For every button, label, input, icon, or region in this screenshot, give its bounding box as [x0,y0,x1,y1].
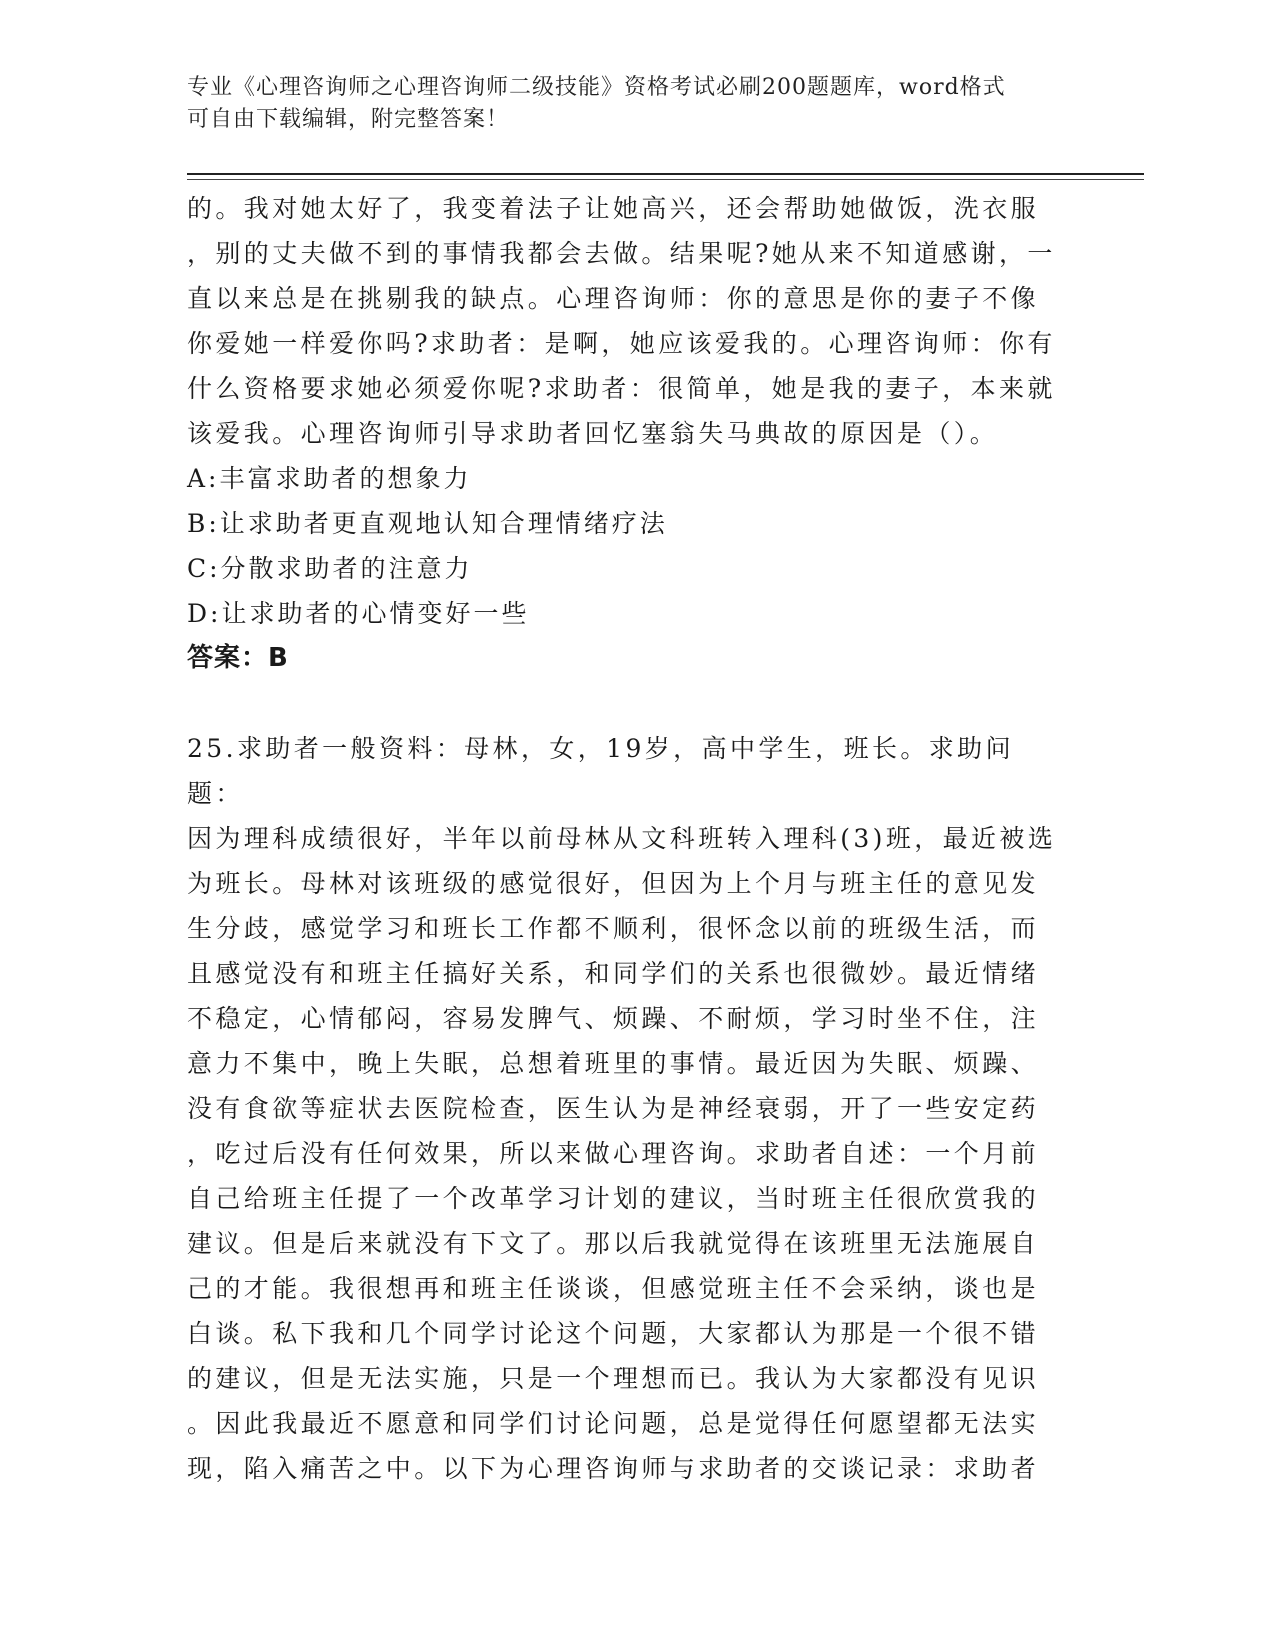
document-body [187,186,1067,1491]
question-25-line: 现，陷入痛苦之中。以下为心理咨询师与求助者的交谈记录：求助者 [187,1454,1040,1483]
question-25-line: 的建议，但是无法实施，只是一个理想而已。我认为大家都没有见识 [187,1364,1040,1393]
question-25-line: 意力不集中，晚上失眠，总想着班里的事情。最近因为失眠、烦躁、 [187,1049,1040,1078]
header-divider-thin [187,179,1144,180]
option-a: A:丰富求助者的想象力 [187,464,472,493]
question-25-line: 为班长。母林对该班级的感觉很好，但因为上个月与班主任的意见发 [187,869,1040,898]
option-c: C:分散求助者的注意力 [187,554,473,583]
question-24-line: ，别的丈夫做不到的事情我都会去做。结果呢?她从来不知道感谢，一 [187,239,1056,268]
question-25-line: 且感觉没有和班主任搞好关系，和同学们的关系也很微妙。最近情绪 [187,959,1040,988]
section-spacer [187,681,1067,726]
question-25-line: 生分歧，感觉学习和班长工作都不顺利，很怀念以前的班级生活，而 [187,914,1040,943]
option-b: B:让求助者更直观地认知合理情绪疗法 [187,509,668,538]
header-title-line-1: 专业《心理咨询师之心理咨询师二级技能》资格考试必刷200题题库，word格式 [187,75,1006,100]
question-25-line: 。因此我最近不愿意和同学们讨论问题，总是觉得任何愿望都无法实 [187,1409,1040,1438]
header-title-line-2: 可自由下载编辑，附完整答案！ [187,107,510,132]
question-25-line: 25.求助者一般资料：母林，女，19岁，高中学生，班长。求助问题： [187,734,1014,808]
question-24-answer: 答案：B [187,643,289,673]
page-header [187,72,1067,136]
question-25-line: ，吃过后没有任何效果，所以来做心理咨询。求助者自述：一个月前 [187,1139,1040,1168]
question-24-line: 你爱她一样爱你吗?求助者：是啊，她应该爱我的。心理咨询师：你有 [187,329,1056,358]
question-25-line: 自己给班主任提了一个改革学习计划的建议，当时班主任很欣赏我的 [187,1184,1040,1213]
question-25-line: 白谈。私下我和几个同学讨论这个问题，大家都认为那是一个很不错 [187,1319,1040,1348]
question-25-line: 因为理科成绩很好，半年以前母林从文科班转入理科(3)班，最近被选 [187,824,1057,853]
question-24-options [187,456,1067,636]
question-24-line: 什么资格要求她必须爱你呢?求助者：很简单，她是我的妻子，本来就 [187,374,1056,403]
question-25-line: 不稳定，心情郁闷，容易发脾气、烦躁、不耐烦，学习时坐不住，注 [187,1004,1040,1033]
question-25-line: 没有食欲等症状去医院检查，医生认为是神经衰弱，开了一些安定药 [187,1094,1040,1123]
header-divider-thick [187,173,1144,175]
option-d: D:让求助者的心情变好一些 [187,599,530,628]
question-25-line: 建议。但是后来就没有下文了。那以后我就觉得在该班里无法施展自 [187,1229,1040,1258]
question-24-stem [187,186,1067,456]
question-25-line: 己的才能。我很想再和班主任谈谈，但感觉班主任不会采纳，谈也是 [187,1274,1040,1303]
question-24-line: 该爱我。心理咨询师引导求助者回忆塞翁失马典故的原因是（）。 [187,419,999,448]
question-25-stem [187,726,1067,1491]
question-24-line: 的。我对她太好了，我变着法子让她高兴，还会帮助她做饭，洗衣服 [187,194,1040,223]
question-24-line: 直以来总是在挑剔我的缺点。心理咨询师：你的意思是你的妻子不像 [187,284,1040,313]
